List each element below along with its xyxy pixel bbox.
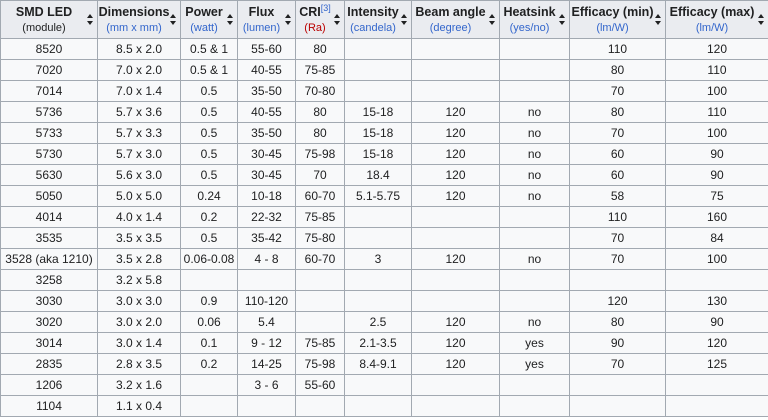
table-cell-effmax: 160 bbox=[666, 207, 768, 228]
table-cell-power: 0.9 bbox=[181, 291, 238, 312]
table-cell-effmax: 130 bbox=[666, 291, 768, 312]
table-cell-beam: 120 bbox=[412, 123, 500, 144]
table-cell-beam bbox=[412, 291, 500, 312]
column-header-power[interactable] bbox=[181, 1, 238, 39]
sort-icon[interactable] bbox=[559, 14, 566, 25]
sort-icon[interactable] bbox=[401, 14, 408, 25]
table-cell-heatsink: yes bbox=[500, 354, 570, 375]
table-cell-intensity bbox=[345, 60, 412, 81]
table-row bbox=[1, 39, 768, 60]
table-cell-heatsink bbox=[500, 207, 570, 228]
column-header-flux[interactable] bbox=[238, 1, 296, 39]
table-cell-heatsink: no bbox=[500, 186, 570, 207]
table-cell-cri: 75-80 bbox=[296, 228, 345, 249]
column-header-label: Efficacy (min) bbox=[571, 4, 654, 19]
table-cell-effmin: 70 bbox=[570, 354, 666, 375]
table-cell-intensity: 15-18 bbox=[345, 102, 412, 123]
sort-icon[interactable] bbox=[489, 14, 496, 25]
column-header-effmax[interactable] bbox=[666, 1, 768, 39]
table-cell-flux: 35-42 bbox=[238, 228, 296, 249]
table-cell-beam bbox=[412, 60, 500, 81]
table-cell-dim: 8.5 x 2.0 bbox=[98, 39, 181, 60]
table-cell-flux bbox=[238, 396, 296, 417]
table-cell-effmin: 70 bbox=[570, 228, 666, 249]
table-cell-cri: 70-80 bbox=[296, 81, 345, 102]
table-cell-power: 0.2 bbox=[181, 207, 238, 228]
table-cell-cri bbox=[296, 312, 345, 333]
table-cell-power bbox=[181, 270, 238, 291]
table-cell-heatsink: no bbox=[500, 249, 570, 270]
table-cell-flux: 30-45 bbox=[238, 165, 296, 186]
table-cell-flux: 5.4 bbox=[238, 312, 296, 333]
table-cell-intensity bbox=[345, 270, 412, 291]
table-cell-dim: 3.5 x 2.8 bbox=[98, 249, 181, 270]
column-header-label: Power bbox=[185, 4, 223, 19]
table-cell-flux: 22-32 bbox=[238, 207, 296, 228]
table-cell-cri: 75-85 bbox=[296, 333, 345, 354]
table-cell-flux: 110-120 bbox=[238, 291, 296, 312]
table-cell-effmax: 100 bbox=[666, 123, 768, 144]
table-cell-heatsink bbox=[500, 228, 570, 249]
table-cell-cri: 75-98 bbox=[296, 144, 345, 165]
table-cell-smd: 3014 bbox=[1, 333, 98, 354]
table-cell-effmax: 120 bbox=[666, 333, 768, 354]
table-cell-heatsink bbox=[500, 270, 570, 291]
table-cell-effmin: 70 bbox=[570, 249, 666, 270]
table-row bbox=[1, 249, 768, 270]
table-cell-effmin: 90 bbox=[570, 333, 666, 354]
table-cell-cri bbox=[296, 270, 345, 291]
table-cell-flux: 35-50 bbox=[238, 81, 296, 102]
table-cell-effmin: 110 bbox=[570, 39, 666, 60]
table-row bbox=[1, 186, 768, 207]
column-header-effmin[interactable] bbox=[570, 1, 666, 39]
table-cell-effmin bbox=[570, 396, 666, 417]
table-cell-smd: 7020 bbox=[1, 60, 98, 81]
table-cell-beam bbox=[412, 207, 500, 228]
column-header-unit: (module) bbox=[22, 21, 66, 34]
table-cell-smd: 5050 bbox=[1, 186, 98, 207]
table-cell-smd: 4014 bbox=[1, 207, 98, 228]
column-header-unit[interactable]: (candela) bbox=[350, 21, 396, 34]
table-cell-intensity: 3 bbox=[345, 249, 412, 270]
table-row bbox=[1, 270, 768, 291]
table-row bbox=[1, 333, 768, 354]
table-cell-intensity: 15-18 bbox=[345, 144, 412, 165]
table-cell-heatsink bbox=[500, 39, 570, 60]
table-cell-cri: 80 bbox=[296, 102, 345, 123]
table-cell-effmin: 60 bbox=[570, 165, 666, 186]
table-cell-cri: 75-85 bbox=[296, 207, 345, 228]
table-cell-flux: 4 - 8 bbox=[238, 249, 296, 270]
table-cell-cri: 75-98 bbox=[296, 354, 345, 375]
table-cell-effmax: 120 bbox=[666, 39, 768, 60]
table-cell-heatsink: yes bbox=[500, 333, 570, 354]
column-header-label: Efficacy (max) bbox=[669, 4, 755, 19]
column-header-unit[interactable]: (lumen) bbox=[242, 21, 281, 34]
column-header-cri[interactable] bbox=[296, 1, 345, 39]
table-cell-cri: 60-70 bbox=[296, 249, 345, 270]
table-cell-power: 0.5 & 1 bbox=[181, 39, 238, 60]
table-cell-effmin: 80 bbox=[570, 102, 666, 123]
table-cell-effmax: 84 bbox=[666, 228, 768, 249]
table-cell-heatsink bbox=[500, 396, 570, 417]
table-cell-beam bbox=[412, 228, 500, 249]
table-cell-dim: 5.7 x 3.0 bbox=[98, 144, 181, 165]
table-cell-beam: 120 bbox=[412, 354, 500, 375]
table-cell-intensity: 5.1-5.75 bbox=[345, 186, 412, 207]
table-cell-smd: 3030 bbox=[1, 291, 98, 312]
table-cell-power: 0.5 bbox=[181, 102, 238, 123]
table-row bbox=[1, 228, 768, 249]
table-cell-smd: 3258 bbox=[1, 270, 98, 291]
table-cell-intensity bbox=[345, 396, 412, 417]
table-cell-beam bbox=[412, 39, 500, 60]
table-cell-beam: 120 bbox=[412, 102, 500, 123]
table-row bbox=[1, 312, 768, 333]
column-header-label: Dimensions bbox=[98, 4, 170, 19]
column-header-label: SMD LED bbox=[15, 4, 73, 19]
table-cell-intensity bbox=[345, 81, 412, 102]
table-cell-power: 0.5 bbox=[181, 123, 238, 144]
table-cell-power: 0.24 bbox=[181, 186, 238, 207]
column-header-unit[interactable]: (yes/no) bbox=[509, 21, 550, 34]
table-cell-heatsink: no bbox=[500, 144, 570, 165]
column-header-label: Intensity bbox=[347, 4, 399, 19]
table-cell-smd: 1206 bbox=[1, 375, 98, 396]
sort-icon[interactable] bbox=[170, 14, 177, 25]
table-cell-dim: 3.2 x 1.6 bbox=[98, 375, 181, 396]
column-header-label: Beam angle bbox=[415, 4, 486, 19]
table-cell-heatsink: no bbox=[500, 102, 570, 123]
table-cell-smd: 3535 bbox=[1, 228, 98, 249]
table-cell-power: 0.06 bbox=[181, 312, 238, 333]
table-row bbox=[1, 102, 768, 123]
column-header-label: Heatsink bbox=[503, 4, 556, 19]
table-cell-cri: 55-60 bbox=[296, 375, 345, 396]
table-cell-intensity bbox=[345, 39, 412, 60]
table-cell-effmax: 90 bbox=[666, 165, 768, 186]
table-cell-beam: 120 bbox=[412, 312, 500, 333]
table-row bbox=[1, 144, 768, 165]
table-cell-smd: 5630 bbox=[1, 165, 98, 186]
table-cell-effmin: 120 bbox=[570, 291, 666, 312]
sort-icon[interactable] bbox=[655, 14, 662, 25]
table-cell-power: 0.5 bbox=[181, 144, 238, 165]
table-cell-dim: 3.0 x 1.4 bbox=[98, 333, 181, 354]
table-cell-beam: 120 bbox=[412, 333, 500, 354]
sort-icon[interactable] bbox=[334, 14, 341, 25]
table-cell-smd: 1104 bbox=[1, 396, 98, 417]
table-cell-dim: 5.0 x 5.0 bbox=[98, 186, 181, 207]
table-cell-power bbox=[181, 396, 238, 417]
table-cell-dim: 3.0 x 2.0 bbox=[98, 312, 181, 333]
column-header-unit[interactable]: (Ra) bbox=[304, 21, 326, 34]
column-header-unit[interactable]: (lm/W) bbox=[596, 21, 629, 34]
table-cell-flux: 3 - 6 bbox=[238, 375, 296, 396]
table-cell-dim: 2.8 x 3.5 bbox=[98, 354, 181, 375]
table-cell-heatsink: no bbox=[500, 165, 570, 186]
column-header-smd[interactable] bbox=[1, 1, 98, 39]
table-cell-beam: 120 bbox=[412, 249, 500, 270]
column-header-unit[interactable]: (watt) bbox=[190, 21, 218, 34]
table-cell-cri: 80 bbox=[296, 39, 345, 60]
table-cell-intensity: 8.4-9.1 bbox=[345, 354, 412, 375]
table-cell-power bbox=[181, 375, 238, 396]
column-header-unit[interactable]: (degree) bbox=[429, 21, 472, 34]
table-cell-smd: 5736 bbox=[1, 102, 98, 123]
table-cell-intensity bbox=[345, 228, 412, 249]
column-header-label: Flux bbox=[248, 4, 275, 19]
table-cell-intensity: 15-18 bbox=[345, 123, 412, 144]
table-cell-power: 0.06-0.08 bbox=[181, 249, 238, 270]
header-row bbox=[1, 1, 768, 39]
table-cell-smd: 5730 bbox=[1, 144, 98, 165]
table-row bbox=[1, 123, 768, 144]
table-cell-flux: 30-45 bbox=[238, 144, 296, 165]
table-cell-dim: 1.1 x 0.4 bbox=[98, 396, 181, 417]
table-cell-smd: 8520 bbox=[1, 39, 98, 60]
table-cell-effmax bbox=[666, 396, 768, 417]
table-cell-effmax bbox=[666, 270, 768, 291]
table-cell-effmin bbox=[570, 375, 666, 396]
column-header-unit[interactable]: (lm/W) bbox=[695, 21, 729, 34]
table-cell-beam: 120 bbox=[412, 165, 500, 186]
table-cell-dim: 4.0 x 1.4 bbox=[98, 207, 181, 228]
column-header-dim[interactable] bbox=[98, 1, 181, 39]
table-cell-dim: 3.2 x 5.8 bbox=[98, 270, 181, 291]
table-cell-dim: 5.7 x 3.6 bbox=[98, 102, 181, 123]
table-cell-dim: 3.5 x 3.5 bbox=[98, 228, 181, 249]
table-cell-effmax: 90 bbox=[666, 312, 768, 333]
table-cell-smd: 3020 bbox=[1, 312, 98, 333]
table-body bbox=[1, 39, 768, 417]
table-cell-heatsink: no bbox=[500, 312, 570, 333]
table-cell-cri bbox=[296, 291, 345, 312]
column-header-intensity[interactable] bbox=[345, 1, 412, 39]
citation-link[interactable]: [3] bbox=[320, 2, 331, 13]
table-cell-effmax: 110 bbox=[666, 102, 768, 123]
table-cell-smd: 7014 bbox=[1, 81, 98, 102]
table-row bbox=[1, 375, 768, 396]
table-cell-heatsink bbox=[500, 81, 570, 102]
table-cell-effmin: 110 bbox=[570, 207, 666, 228]
table-cell-smd: 2835 bbox=[1, 354, 98, 375]
table-row bbox=[1, 81, 768, 102]
table-cell-flux: 14-25 bbox=[238, 354, 296, 375]
table-cell-heatsink: no bbox=[500, 123, 570, 144]
table-cell-power: 0.5 bbox=[181, 228, 238, 249]
table-cell-flux: 9 - 12 bbox=[238, 333, 296, 354]
table-cell-intensity: 18.4 bbox=[345, 165, 412, 186]
sort-icon[interactable] bbox=[285, 14, 292, 25]
table-cell-flux: 35-50 bbox=[238, 123, 296, 144]
column-header-heatsink[interactable] bbox=[500, 1, 570, 39]
table-cell-effmax bbox=[666, 375, 768, 396]
table-cell-effmin: 60 bbox=[570, 144, 666, 165]
table-cell-heatsink bbox=[500, 291, 570, 312]
table-cell-effmax: 90 bbox=[666, 144, 768, 165]
table-cell-intensity: 2.1-3.5 bbox=[345, 333, 412, 354]
table-cell-intensity bbox=[345, 375, 412, 396]
column-header-beam[interactable] bbox=[412, 1, 500, 39]
table-cell-cri: 70 bbox=[296, 165, 345, 186]
table-cell-flux: 40-55 bbox=[238, 60, 296, 81]
table-cell-dim: 7.0 x 1.4 bbox=[98, 81, 181, 102]
table-row bbox=[1, 291, 768, 312]
table-row bbox=[1, 207, 768, 228]
table-cell-effmax: 125 bbox=[666, 354, 768, 375]
table-cell-smd: 3528 (aka 1210) bbox=[1, 249, 98, 270]
sort-icon[interactable] bbox=[758, 14, 765, 25]
table-cell-flux bbox=[238, 270, 296, 291]
table-cell-effmax: 75 bbox=[666, 186, 768, 207]
table-cell-effmax: 100 bbox=[666, 249, 768, 270]
table-cell-beam bbox=[412, 375, 500, 396]
table-cell-cri: 80 bbox=[296, 123, 345, 144]
table-row bbox=[1, 396, 768, 417]
table-cell-effmin: 70 bbox=[570, 81, 666, 102]
table-cell-beam bbox=[412, 270, 500, 291]
table-cell-dim: 7.0 x 2.0 bbox=[98, 60, 181, 81]
table-cell-heatsink bbox=[500, 375, 570, 396]
table-cell-cri: 60-70 bbox=[296, 186, 345, 207]
table-cell-intensity: 2.5 bbox=[345, 312, 412, 333]
table-cell-intensity bbox=[345, 207, 412, 228]
table-cell-effmax: 100 bbox=[666, 81, 768, 102]
table-row bbox=[1, 60, 768, 81]
table-cell-flux: 10-18 bbox=[238, 186, 296, 207]
table-cell-intensity bbox=[345, 291, 412, 312]
table-cell-power: 0.2 bbox=[181, 354, 238, 375]
table-row bbox=[1, 354, 768, 375]
table-cell-beam: 120 bbox=[412, 144, 500, 165]
table-cell-beam bbox=[412, 81, 500, 102]
table-cell-power: 0.5 bbox=[181, 165, 238, 186]
table-cell-effmin: 58 bbox=[570, 186, 666, 207]
sort-icon[interactable] bbox=[227, 14, 234, 25]
table-cell-power: 0.5 bbox=[181, 81, 238, 102]
table-cell-flux: 40-55 bbox=[238, 102, 296, 123]
table-cell-effmin bbox=[570, 270, 666, 291]
table-cell-heatsink bbox=[500, 60, 570, 81]
table-cell-cri bbox=[296, 396, 345, 417]
column-header-label: CRI bbox=[299, 4, 321, 19]
table-cell-power: 0.1 bbox=[181, 333, 238, 354]
table-cell-effmax: 110 bbox=[666, 60, 768, 81]
table-cell-dim: 3.0 x 3.0 bbox=[98, 291, 181, 312]
table-row bbox=[1, 165, 768, 186]
table-cell-flux: 55-60 bbox=[238, 39, 296, 60]
table-cell-cri: 75-85 bbox=[296, 60, 345, 81]
table-cell-effmin: 80 bbox=[570, 312, 666, 333]
table-cell-power: 0.5 & 1 bbox=[181, 60, 238, 81]
table-cell-beam: 120 bbox=[412, 186, 500, 207]
table-cell-smd: 5733 bbox=[1, 123, 98, 144]
table-cell-beam bbox=[412, 396, 500, 417]
table-cell-dim: 5.7 x 3.3 bbox=[98, 123, 181, 144]
table-cell-effmin: 70 bbox=[570, 123, 666, 144]
table-cell-effmin: 80 bbox=[570, 60, 666, 81]
table-cell-dim: 5.6 x 3.0 bbox=[98, 165, 181, 186]
sort-icon[interactable] bbox=[87, 14, 94, 25]
column-header-unit[interactable]: (mm x mm) bbox=[106, 21, 162, 34]
